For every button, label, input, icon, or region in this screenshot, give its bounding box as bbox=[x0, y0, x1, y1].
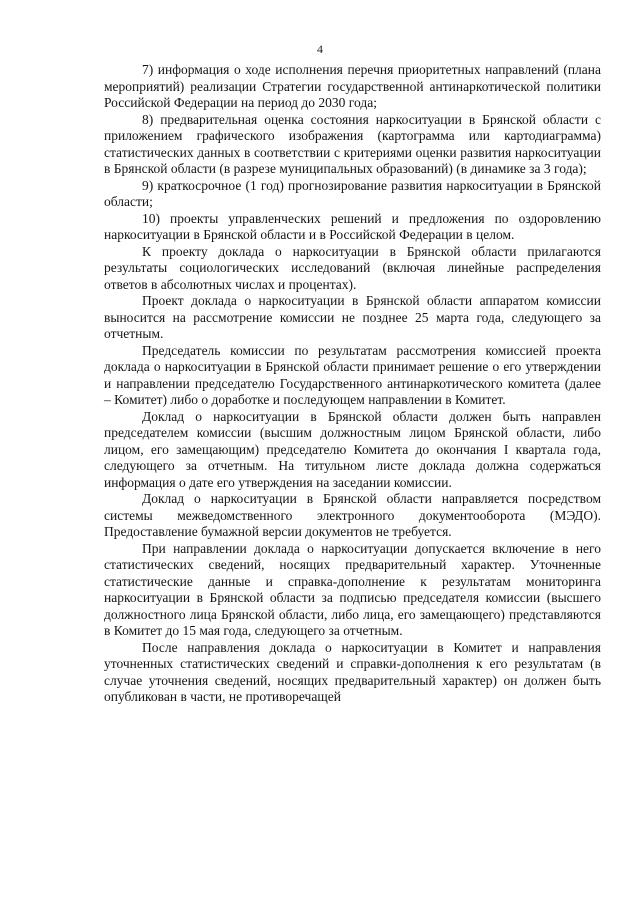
page-number: 4 bbox=[317, 42, 323, 56]
paragraph-item-8: 8) предварительная оценка состояния наркоситуации в Брянской области с приложением графического изображения (картограмма или картодиаграмма) статистических данных в соответствии с критериями оценки развития наркоситуации в Брянской области (в разрезе муниципальных образований) (в динамике за 3 года); bbox=[104, 111, 601, 176]
paragraph-attachments: К проекту доклада о наркоситуации в Брянской области прилагаются результаты социологических исследований (включая линейные распределения ответов в абсолютных числах и процентах). bbox=[104, 243, 601, 292]
paragraph-item-10: 10) проекты управленческих решений и предложения по оздоровлению наркоситуации в Брянской области и в Российской Федерации в целом. bbox=[104, 210, 601, 242]
paragraph-report-submission: Доклад о наркоситуации в Брянской области должен быть направлен председателем комиссии (высшим должностным лицом Брянской области, либо лицом, его замещающим) председателю Комитета до окончания I квартала года, следующего за отчетным. На титульном листе доклада должна содержаться информация о дате его утверждения на заседании комиссии. bbox=[104, 408, 601, 490]
paragraph-preliminary-data: При направлении доклада о наркоситуации допускается включение в него статистических сведений, носящих предварительный характер. Уточненные статистические данные и справка-дополнение к результатам мониторинга наркоситуации в Брянской области за подписью председателя комиссии (высшего должностного лица Брянской области, либо лица, его замещающего) представляются в Комитет до 15 мая года, следующего за отчетным. bbox=[104, 540, 601, 638]
paragraph-publication: После направления доклада о наркоситуации в Комитет и направления уточненных статистических сведений и справки-дополнения к его результатам (в случае уточнения сведений, носящих предварительный характер) он должен быть опубликован в части, не противоречащей bbox=[104, 639, 601, 704]
paragraph-item-7: 7) информация о ходе исполнения перечня приоритетных направлений (плана мероприятий) реализации Стратегии государственной антинаркотической политики Российской Федерации на период до 2030 года; bbox=[104, 62, 601, 110]
document-body bbox=[104, 62, 601, 706]
paragraph-draft-review: Проект доклада о наркоситуации в Брянской области аппаратом комиссии выносится на рассмотрение комиссии не позднее 25 марта года, следующего за отчетным. bbox=[104, 293, 601, 341]
paragraph-medo: Доклад о наркоситуации в Брянской области направляется посредством системы межведомственного электронного документооборота (МЭДО). Предоставление бумажной версии документов не требуется. bbox=[104, 491, 601, 539]
paragraph-chairman-decision: Председатель комиссии по результатам рассмотрения комиссией проекта доклада о наркоситуации в Брянской области принимает решение о его утверждении и направлении председателю Государственного антинаркотического комитета (далее – Комитет) либо о доработке и последующем направлении в Комитет. bbox=[104, 342, 601, 407]
paragraph-item-9: 9) краткосрочное (1 год) прогнозирование развития наркоситуации в Брянской области; bbox=[104, 177, 601, 209]
